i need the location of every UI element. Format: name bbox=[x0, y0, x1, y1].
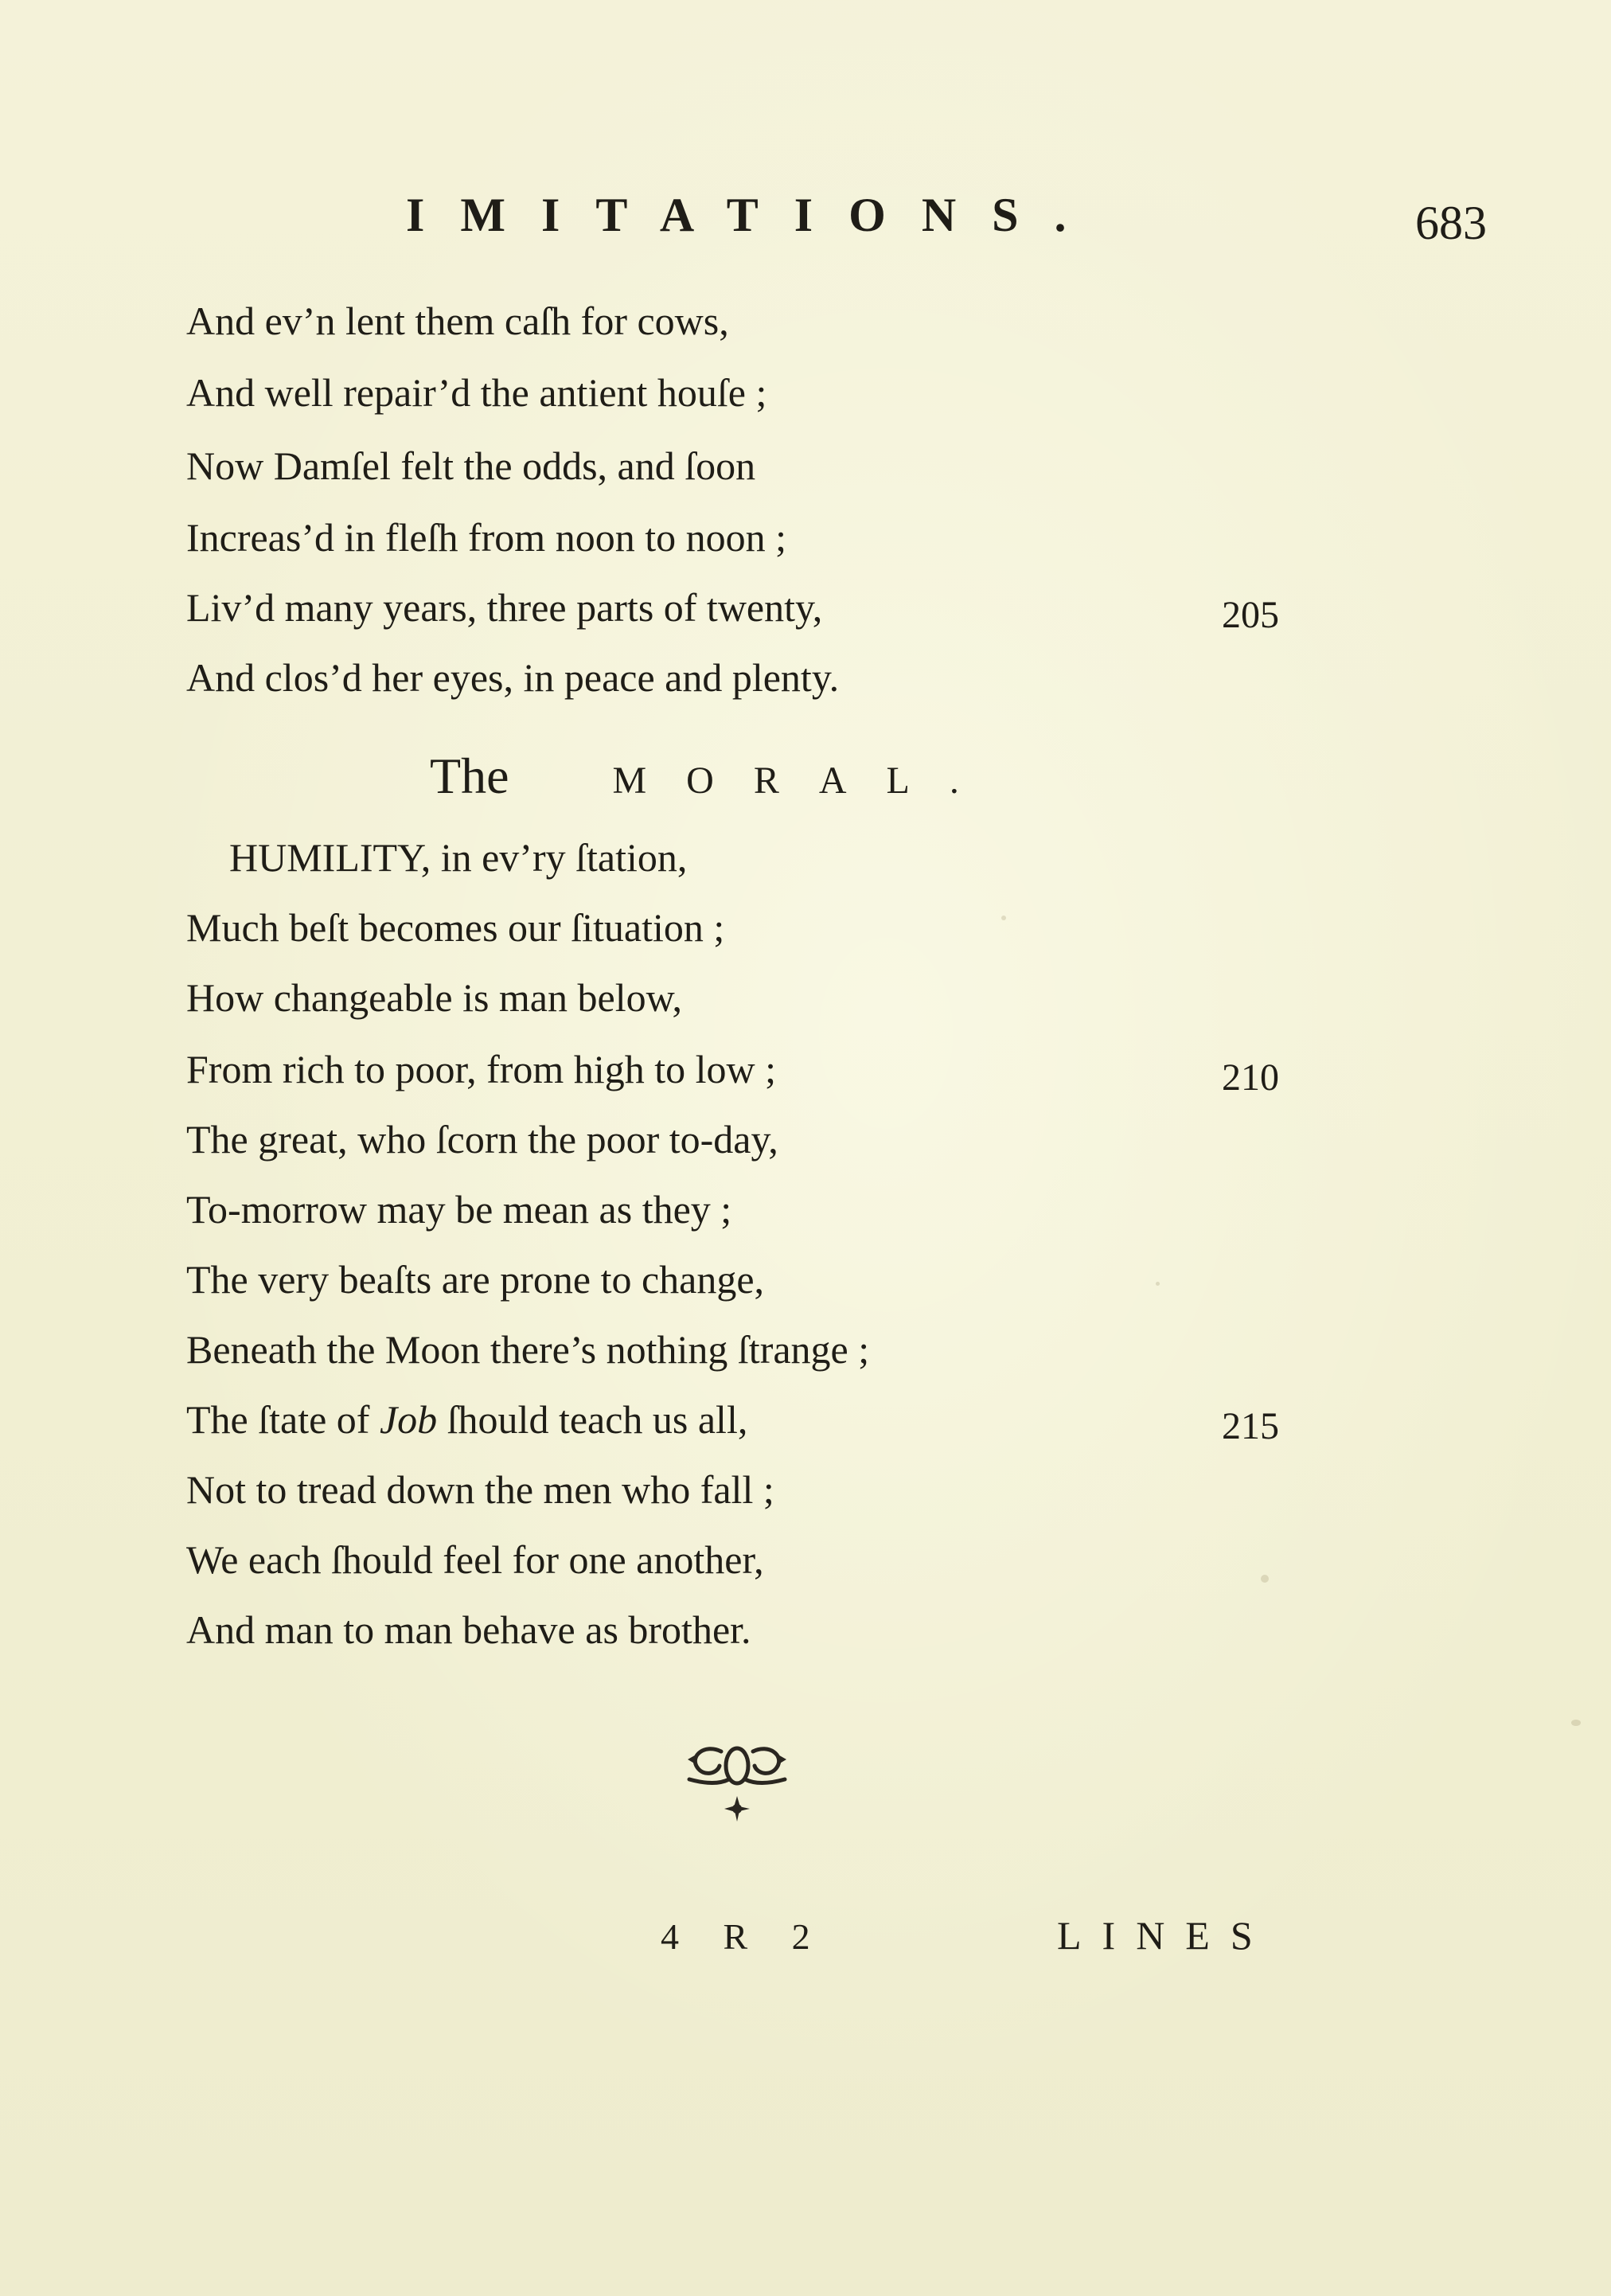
running-title: IMITATIONS. bbox=[406, 189, 1102, 241]
verse-segment: ſhould teach us all, bbox=[437, 1397, 748, 1442]
verse-line: We each ſhould feel for one another, bbox=[186, 1537, 764, 1582]
verse-line: Much beſt becomes our ſituation ; bbox=[186, 905, 725, 950]
paper-fleck bbox=[1156, 1282, 1160, 1286]
paper-fleck bbox=[1001, 916, 1006, 920]
page-number: 683 bbox=[1415, 197, 1487, 249]
moral-heading-article: The bbox=[430, 748, 509, 804]
verse-segment: The ſtate of bbox=[186, 1397, 380, 1442]
verse-line: The great, who ſcorn the poor to-day, bbox=[186, 1117, 778, 1162]
signature-mark: 4 R 2 bbox=[661, 1916, 828, 1957]
verse-line: To-morrow may be mean as they ; bbox=[186, 1187, 732, 1232]
verse-line: From rich to poor, from high to low ; bbox=[186, 1047, 776, 1091]
moral-heading-word: MORAL. bbox=[612, 759, 999, 802]
paper-fleck bbox=[1571, 1720, 1581, 1726]
verse-line: Not to tread down the men who fall ; bbox=[186, 1467, 774, 1512]
verse-line-job bbox=[186, 1397, 748, 1442]
catchword: LINES bbox=[1057, 1913, 1274, 1958]
line-number-210: 210 bbox=[1222, 1056, 1279, 1099]
verse-line: Now Damſel felt the odds, and ſoon bbox=[186, 443, 756, 488]
verse-italic-name: Job bbox=[379, 1397, 438, 1442]
verse-line: Liv’d many years, three parts of twenty, bbox=[186, 585, 823, 630]
paper-fleck bbox=[1261, 1575, 1269, 1583]
verse-line: Beneath the Moon there’s nothing ſtrange ; bbox=[186, 1327, 870, 1372]
line-number-215: 215 bbox=[1222, 1405, 1279, 1447]
verse-line: The very beaſts are prone to change, bbox=[186, 1257, 765, 1302]
tailpiece-ornament-icon bbox=[673, 1736, 801, 1831]
verse-line: And clos’d her eyes, in peace and plenty. bbox=[186, 655, 840, 700]
verse-line: And well repair’d the antient houſe ; bbox=[186, 370, 767, 415]
verse-line: How changeable is man below, bbox=[186, 975, 682, 1020]
line-number-205: 205 bbox=[1222, 594, 1279, 636]
moral-heading bbox=[430, 747, 999, 806]
verse-line: And man to man behave as brother. bbox=[186, 1607, 751, 1652]
verse-line: And ev’n lent them caſh for cows, bbox=[186, 299, 729, 343]
verse-line: Increas’d in fleſh from noon to noon ; bbox=[186, 515, 786, 560]
verse-line: HUMILITY, in ev’ry ſtation, bbox=[229, 835, 688, 880]
